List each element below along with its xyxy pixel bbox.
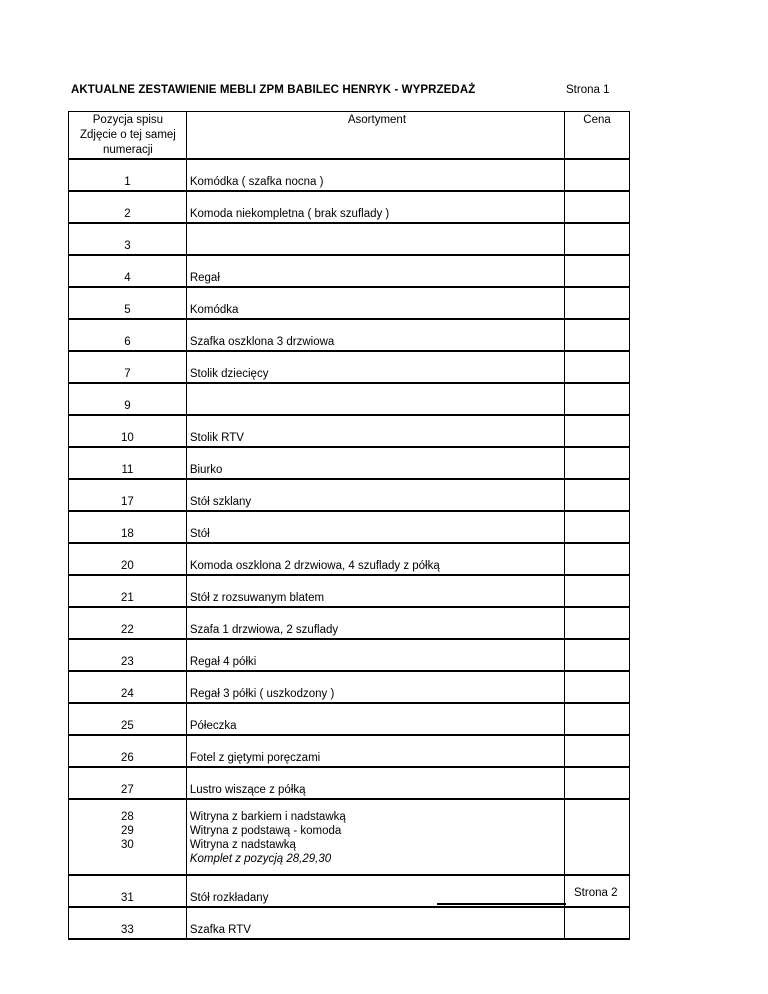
page-number: Strona 1	[566, 84, 610, 96]
price-cell	[565, 415, 630, 447]
position-number: 10	[69, 415, 187, 447]
position-header-line: Pozycja spisu	[92, 114, 164, 126]
assortment-item: Stół rozkładany	[186, 875, 564, 907]
table-row	[69, 543, 630, 575]
document-title: AKTUALNE ZESTAWIENIE MEBLI ZPM BABILEC HENRYK - WYPRZEDAŻ	[71, 84, 476, 96]
position-number: 9	[69, 383, 187, 415]
assortment-item: Witryna z podstawą - komoda	[189, 825, 342, 837]
price-cell	[565, 607, 630, 639]
assortment-item: Fotel z giętymi poręczami	[186, 735, 564, 767]
position-number: 5	[69, 287, 187, 319]
table-row	[69, 639, 630, 671]
assortment-item	[186, 223, 564, 255]
price-cell	[565, 191, 630, 223]
signature-line	[437, 903, 566, 905]
position-number: 2	[69, 191, 187, 223]
price-cell	[565, 767, 630, 799]
assortment-item: Regał 3 półki ( uszkodzony )	[186, 671, 564, 703]
assortment-item: Półeczka	[186, 703, 564, 735]
position-number: 25	[69, 703, 187, 735]
assortment-item: Witryna z barkiem i nadstawką	[189, 811, 346, 823]
position-header-line: numeracji	[102, 144, 153, 156]
price-cell	[565, 639, 630, 671]
assortment-item: Stolik dziecięcy	[186, 351, 564, 383]
position-number: 27	[69, 767, 187, 799]
position-number-group	[69, 799, 187, 875]
position-number: 18	[69, 511, 187, 543]
assortment-item: Szafka oszklona 3 drzwiowa	[186, 319, 564, 351]
assortment-item: Szafa 1 drzwiowa, 2 szuflady	[186, 607, 564, 639]
position-number: 17	[69, 479, 187, 511]
position-number: 7	[69, 351, 187, 383]
price-cell	[565, 799, 630, 875]
price-cell	[565, 287, 630, 319]
price-column-header: Cena	[565, 112, 630, 160]
position-number: 6	[69, 319, 187, 351]
assortment-item: Stół z rozsuwanym blatem	[186, 575, 564, 607]
price-cell	[565, 479, 630, 511]
assortment-item: Komoda niekompletna ( brak szuflady )	[186, 191, 564, 223]
price-cell	[565, 447, 630, 479]
table-row	[69, 287, 630, 319]
assortment-item: Regał 4 półki	[186, 639, 564, 671]
position-number: 23	[69, 639, 187, 671]
price-cell	[565, 703, 630, 735]
position-number: 1	[69, 159, 187, 191]
position-number: 29	[121, 825, 134, 837]
position-number: 22	[69, 607, 187, 639]
table-row	[69, 735, 630, 767]
table-row	[69, 907, 630, 939]
table-row	[69, 607, 630, 639]
table-header-row	[69, 112, 630, 160]
price-cell	[565, 223, 630, 255]
assortment-item: Biurko	[186, 447, 564, 479]
next-page-label: Strona 2	[574, 887, 618, 899]
position-number: 30	[121, 839, 134, 851]
table-row	[69, 223, 630, 255]
table-row	[69, 447, 630, 479]
assortment-item: Lustro wiszące z półką	[186, 767, 564, 799]
price-cell	[565, 907, 630, 939]
price-cell	[565, 159, 630, 191]
position-number: 26	[69, 735, 187, 767]
table-row	[69, 671, 630, 703]
assortment-item: Szafka RTV	[186, 907, 564, 939]
assortment-item: Komódka	[186, 287, 564, 319]
assortment-item: Komoda oszklona 2 drzwiowa, 4 szuflady z półką	[186, 543, 564, 575]
position-number: 21	[69, 575, 187, 607]
table-row	[69, 703, 630, 735]
table-row	[69, 319, 630, 351]
table-row-set	[69, 799, 630, 875]
assortment-item: Stolik RTV	[186, 415, 564, 447]
assortment-item: Witryna z nadstawką	[189, 839, 296, 851]
furniture-table	[68, 111, 630, 940]
price-cell	[565, 383, 630, 415]
price-cell	[565, 735, 630, 767]
price-cell	[565, 255, 630, 287]
assortment-item: Stół	[186, 511, 564, 543]
table-row	[69, 415, 630, 447]
table-row	[69, 351, 630, 383]
table-row	[69, 383, 630, 415]
assortment-item: Komódka ( szafka nocna )	[186, 159, 564, 191]
position-number: 4	[69, 255, 187, 287]
position-header-line: Zdjęcie o tej samej	[79, 129, 176, 141]
position-number: 3	[69, 223, 187, 255]
assortment-item: Stół szklany	[186, 479, 564, 511]
assortment-item-group	[186, 799, 564, 875]
price-cell	[565, 575, 630, 607]
price-cell	[565, 351, 630, 383]
price-cell	[565, 671, 630, 703]
price-cell	[565, 511, 630, 543]
table-row	[69, 159, 630, 191]
set-note: Komplet z pozycją 28,29,30	[189, 853, 332, 865]
position-number: 24	[69, 671, 187, 703]
price-cell	[565, 543, 630, 575]
position-number: 20	[69, 543, 187, 575]
position-number: 28	[121, 811, 134, 823]
table-row	[69, 191, 630, 223]
table-row	[69, 479, 630, 511]
position-column-header	[69, 112, 187, 160]
position-number: 33	[69, 907, 187, 939]
table-row	[69, 767, 630, 799]
table-row	[69, 255, 630, 287]
position-number: 11	[69, 447, 187, 479]
table-row	[69, 511, 630, 543]
position-number: 31	[69, 875, 187, 907]
table-row	[69, 575, 630, 607]
price-cell	[565, 319, 630, 351]
assortment-item	[186, 383, 564, 415]
assortment-column-header: Asortyment	[186, 112, 564, 160]
assortment-item: Regał	[186, 255, 564, 287]
